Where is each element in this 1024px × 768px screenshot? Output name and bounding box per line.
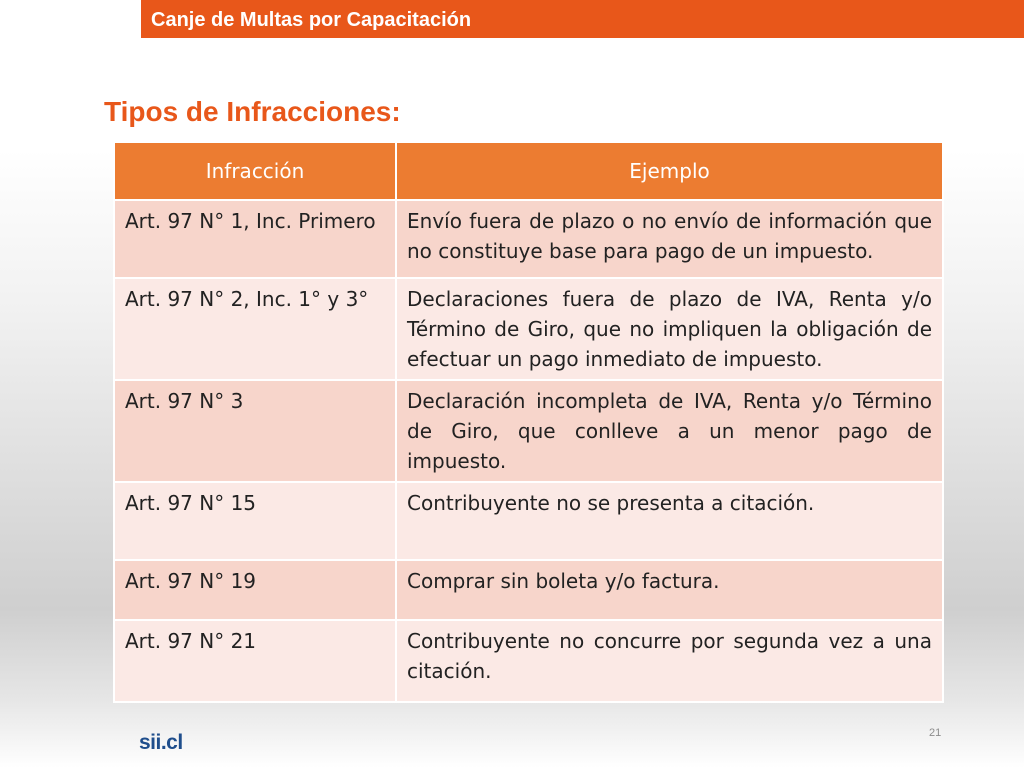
table-header-row	[114, 142, 943, 200]
ejemplo-cell: Contribuyente no se presenta a citación.	[396, 482, 943, 560]
table-row	[114, 278, 943, 380]
table-row	[114, 620, 943, 702]
table-row	[114, 482, 943, 560]
ejemplo-cell: Declaración incompleta de IVA, Renta y/o Término de Giro, que conlleve a un menor pago de impuesto.	[396, 380, 943, 482]
slide-title: Tipos de Infracciones:	[104, 96, 401, 127]
infraccion-cell: Art. 97 N° 15	[114, 482, 396, 560]
table-row	[114, 380, 943, 482]
ejemplo-cell: Envío fuera de plazo o no envío de información que no constituye base para pago de un impuesto.	[396, 200, 943, 278]
table-row	[114, 560, 943, 620]
table-row	[114, 200, 943, 278]
page-number: 21	[929, 727, 942, 739]
column-header-ejemplo: Ejemplo	[396, 142, 943, 200]
column-header-infraccion: Infracción	[114, 142, 396, 200]
infraccion-cell: Art. 97 N° 3	[114, 380, 396, 482]
infraccion-cell: Art. 97 N° 21	[114, 620, 396, 702]
infraccion-cell: Art. 97 N° 19	[114, 560, 396, 620]
header-bar	[141, 0, 1024, 38]
header-title: Canje de Multas por Capacitación	[151, 9, 472, 31]
sii-logo: sii.cl	[139, 731, 183, 754]
infraccion-cell: Art. 97 N° 2, Inc. 1° y 3°	[114, 278, 396, 380]
ejemplo-cell: Declaraciones fuera de plazo de IVA, Renta y/o Término de Giro, que no impliquen la obligación de efectuar un pago inmediato de impuesto.	[396, 278, 943, 380]
infractions-table	[113, 141, 944, 703]
ejemplo-cell: Contribuyente no concurre por segunda vez a una citación.	[396, 620, 943, 702]
ejemplo-cell: Comprar sin boleta y/o factura.	[396, 560, 943, 620]
infraccion-cell: Art. 97 N° 1, Inc. Primero	[114, 200, 396, 278]
